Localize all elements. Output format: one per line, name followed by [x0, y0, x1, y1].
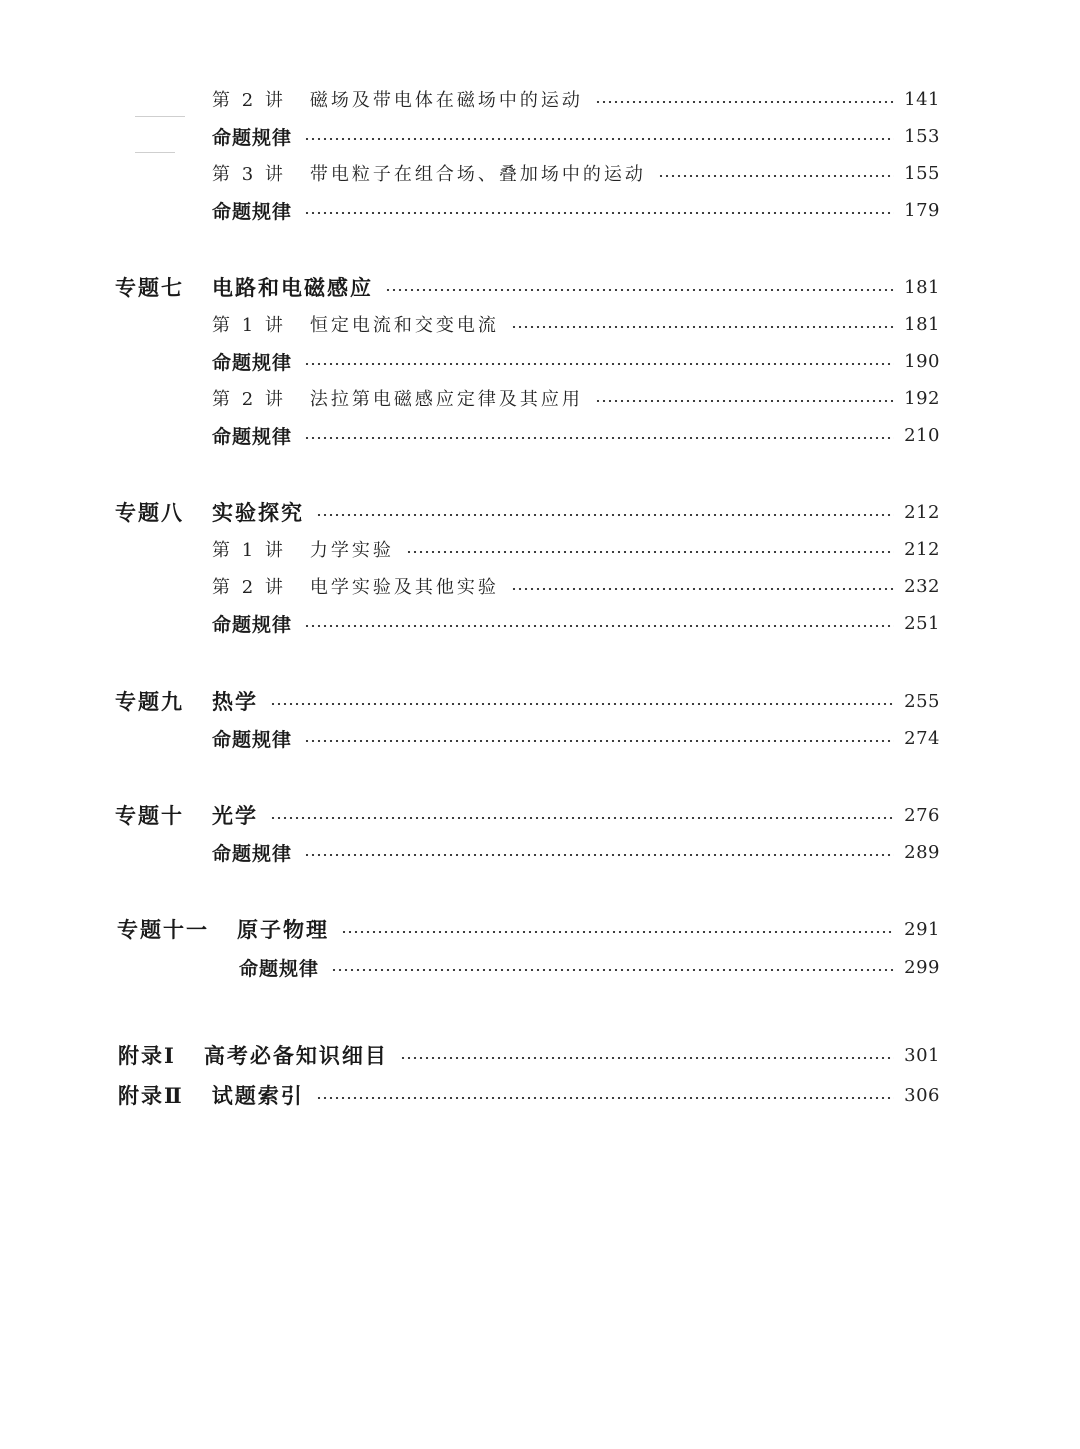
entry-title: 实验探究	[212, 500, 304, 525]
toc-entry-appendix[interactable]	[118, 1079, 940, 1111]
page-number: 179	[904, 199, 940, 221]
page-number: 181	[904, 276, 940, 298]
toc-entry-topic[interactable]	[115, 685, 940, 717]
entry-title: 命题规律	[212, 728, 293, 751]
dot-leader	[316, 514, 894, 516]
dot-leader	[270, 817, 894, 819]
page-number: 153	[904, 125, 940, 147]
dot-leader	[400, 1057, 894, 1059]
dot-leader	[304, 138, 894, 140]
page-number: 274	[904, 727, 940, 749]
toc-entry-rule[interactable]	[212, 836, 940, 868]
entry-label: 专题九	[115, 689, 184, 714]
dot-leader	[658, 175, 894, 177]
entry-label: 专题八	[115, 500, 184, 525]
page-number: 192	[904, 387, 940, 409]
entry-title: 命题规律	[212, 613, 293, 636]
entry-title: 电路和电磁感应	[212, 275, 373, 300]
entry-title: 命题规律	[212, 351, 293, 374]
entry-label: 专题十	[115, 803, 184, 828]
page-number: 255	[904, 690, 940, 712]
toc-entry-topic[interactable]	[115, 496, 940, 528]
page-number: 210	[904, 424, 940, 446]
entry-title: 命题规律	[212, 126, 293, 149]
entry-title: 高考必备知识细目	[203, 1043, 388, 1068]
toc-entry-rule[interactable]	[212, 722, 940, 754]
toc-entry-appendix[interactable]	[118, 1039, 940, 1071]
entry-label: 附录Ⅱ	[118, 1083, 184, 1108]
toc-entry-rule[interactable]	[212, 419, 940, 451]
toc-entry-lecture[interactable]	[212, 83, 940, 115]
entry-title: 热学	[212, 689, 258, 714]
dot-leader	[304, 854, 894, 856]
entry-label: 第 2 讲	[212, 90, 286, 111]
dot-leader	[511, 588, 894, 590]
toc-entry-lecture[interactable]	[212, 533, 940, 565]
toc-entry-rule[interactable]	[239, 951, 940, 983]
toc-entry-topic[interactable]	[115, 271, 940, 303]
entry-title: 电学实验及其他实验	[309, 577, 499, 598]
page-number: 141	[904, 88, 940, 110]
entry-title: 磁场及带电体在磁场中的运动	[309, 90, 583, 111]
entry-label: 专题七	[115, 275, 184, 300]
dot-leader	[341, 931, 894, 933]
page-number: 190	[904, 350, 940, 372]
page-number: 276	[904, 804, 940, 826]
toc-entry-lecture[interactable]	[212, 157, 940, 189]
entry-title: 力学实验	[309, 540, 394, 561]
entry-title: 带电粒子在组合场、叠加场中的运动	[309, 164, 646, 185]
page-number: 299	[904, 956, 940, 978]
dot-leader	[304, 740, 894, 742]
toc-entry-lecture[interactable]	[212, 570, 940, 602]
dot-leader	[331, 969, 894, 971]
page-number: 301	[904, 1044, 940, 1066]
dot-leader	[304, 212, 894, 214]
entry-title: 命题规律	[212, 842, 293, 865]
dot-leader	[316, 1097, 894, 1099]
toc-entry-rule[interactable]	[212, 607, 940, 639]
page-number: 181	[904, 313, 940, 335]
toc-entry-lecture[interactable]	[212, 382, 940, 414]
entry-title: 命题规律	[212, 425, 293, 448]
entry-title: 光学	[212, 803, 258, 828]
entry-label: 第 2 讲	[212, 577, 286, 598]
page-number: 291	[904, 918, 940, 940]
page-number: 232	[904, 575, 940, 597]
entry-label: 专题十一	[117, 917, 209, 942]
toc-entry-rule[interactable]	[212, 194, 940, 226]
dot-leader	[304, 625, 894, 627]
page-number: 289	[904, 841, 940, 863]
toc-entry-rule[interactable]	[212, 345, 940, 377]
dot-leader	[406, 551, 894, 553]
entry-label: 附录Ⅰ	[118, 1043, 176, 1068]
dot-leader	[511, 326, 894, 328]
dot-leader	[595, 101, 894, 103]
dot-leader	[304, 363, 894, 365]
entry-label: 第 2 讲	[212, 389, 286, 410]
page-number: 212	[904, 501, 940, 523]
entry-label: 第 1 讲	[212, 315, 286, 336]
entry-title: 试题索引	[211, 1083, 304, 1108]
page-number: 251	[904, 612, 940, 634]
toc-entry-topic[interactable]	[117, 913, 940, 945]
toc-entry-rule[interactable]	[212, 120, 940, 152]
dot-leader	[304, 437, 894, 439]
entry-title: 命题规律	[239, 957, 320, 980]
toc-entry-lecture[interactable]	[212, 308, 940, 340]
dot-leader	[270, 703, 894, 705]
page-number: 212	[904, 538, 940, 560]
page-number: 306	[904, 1084, 940, 1106]
toc-entry-topic[interactable]	[115, 799, 940, 831]
entry-label: 第 3 讲	[212, 164, 286, 185]
dot-leader	[595, 400, 894, 402]
page-number: 155	[904, 162, 940, 184]
entry-title: 法拉第电磁感应定律及其应用	[309, 389, 583, 410]
entry-title: 恒定电流和交变电流	[309, 315, 499, 336]
dot-leader	[385, 289, 894, 291]
entry-title: 命题规律	[212, 200, 293, 223]
entry-title: 原子物理	[237, 917, 329, 942]
entry-label: 第 1 讲	[212, 540, 286, 561]
